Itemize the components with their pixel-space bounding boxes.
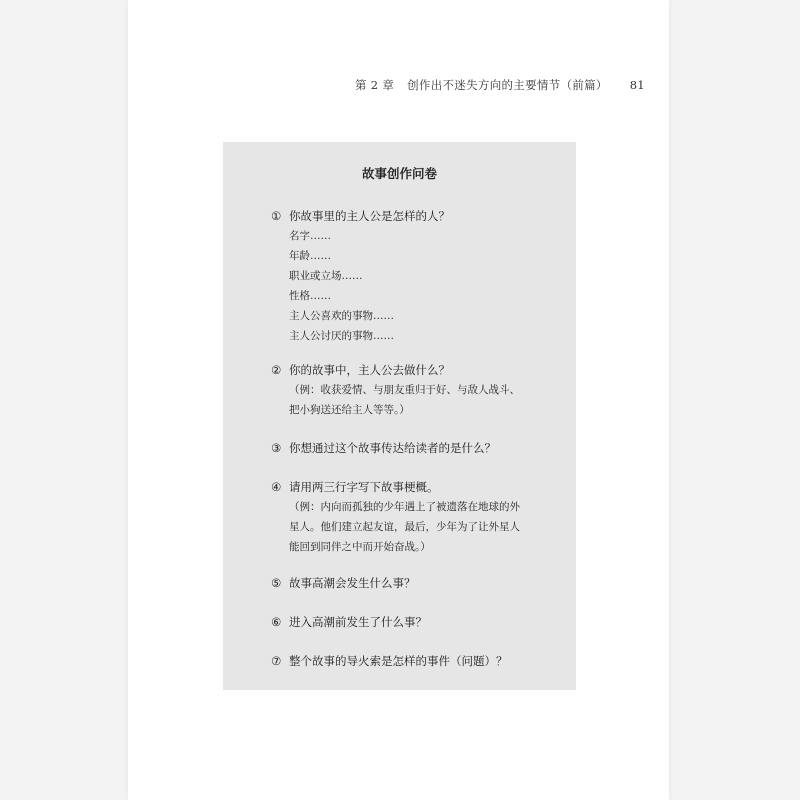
question-number: ② bbox=[271, 363, 282, 377]
question-3 bbox=[271, 438, 561, 458]
question-number: ① bbox=[271, 209, 282, 223]
question-text: 你想通过这个故事传达给读者的是什么？ bbox=[289, 441, 496, 455]
question-number: ⑤ bbox=[271, 576, 282, 590]
sub-item: 主人公喜欢的事物…… bbox=[289, 310, 394, 322]
chapter-title: 创作出不迷失方向的主要情节（前篇） bbox=[407, 78, 608, 92]
question-4 bbox=[271, 477, 561, 557]
question-2 bbox=[271, 360, 561, 420]
sub-item: 主人公讨厌的事物…… bbox=[289, 330, 394, 342]
sub-item: 年龄…… bbox=[289, 250, 331, 262]
question-text: 整个故事的导火索是怎样的事件（问题）？ bbox=[289, 654, 508, 668]
example-note-line: 能回到同伴之中而开始奋战。） bbox=[289, 541, 431, 553]
question-6 bbox=[271, 612, 561, 632]
question-7 bbox=[271, 651, 561, 671]
running-head bbox=[355, 77, 645, 93]
question-text: 进入高潮前发生了什么事？ bbox=[289, 615, 427, 629]
question-number: ④ bbox=[271, 480, 282, 494]
question-number: ⑦ bbox=[271, 654, 282, 668]
questionnaire-title: 故事创作问卷 bbox=[361, 166, 437, 181]
question-text: 你的故事中，主人公去做什么？ bbox=[289, 363, 450, 377]
question-1 bbox=[271, 206, 561, 346]
sub-item: 性格…… bbox=[289, 290, 331, 302]
sub-item: 职业或立场…… bbox=[289, 270, 363, 282]
example-note-line: （例：内向而孤独的少年遇上了被遗落在地球的外 bbox=[289, 501, 520, 513]
question-text: 故事高潮会发生什么事？ bbox=[289, 576, 416, 590]
question-number: ⑥ bbox=[271, 615, 282, 629]
questionnaire-box bbox=[223, 142, 576, 690]
example-note-line: （例：收获爱情、与朋友重归于好、与敌人战斗、 bbox=[289, 384, 520, 396]
question-text: 你故事里的主人公是怎样的人？ bbox=[289, 209, 450, 223]
question-number: ③ bbox=[271, 441, 282, 455]
question-5 bbox=[271, 573, 561, 593]
question-text: 请用两三行字写下故事梗概。 bbox=[289, 480, 439, 494]
page-number: 81 bbox=[629, 78, 645, 92]
chapter-label: 第 2 章 bbox=[355, 78, 395, 92]
example-note-line: 星人。他们建立起友谊，最后，少年为了让外星人 bbox=[289, 521, 520, 533]
sub-item: 名字…… bbox=[289, 230, 331, 242]
example-note-line: 把小狗送还给主人等等。） bbox=[289, 404, 410, 416]
